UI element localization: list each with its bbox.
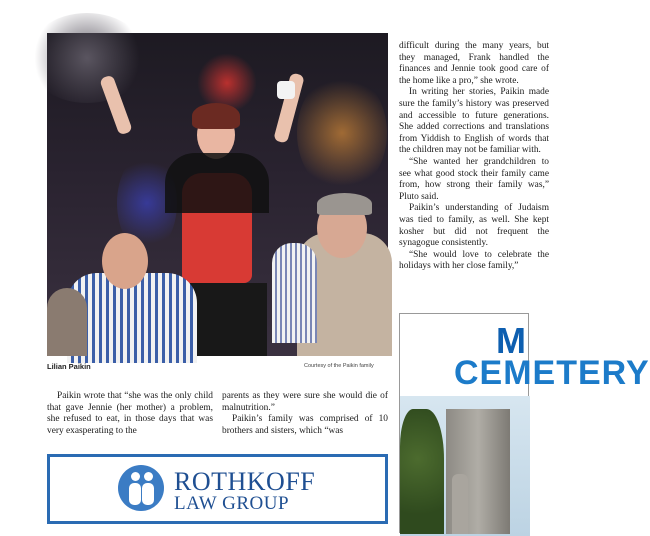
cemetery-ad[interactable]	[399, 313, 650, 533]
paragraph: Paikin wrote that “she was the only child that gave Jennie (her mother) a problem, she refused to eat, in those days that was very exasperating to the	[47, 391, 213, 436]
photo-caption-name: Lilian Paikin	[47, 362, 91, 371]
paragraph: Paikin’s understanding of Judaism was tied to family, as well. She kept kosher but did not frequent the synagogue consistently.	[399, 203, 549, 249]
paragraph: “She would love to celebrate the holidays with her close family,”	[399, 249, 549, 272]
paragraph: Paikin’s family was comprised of 10 brothers and sisters, which “was	[222, 414, 388, 436]
ad-photo-tree	[400, 409, 444, 534]
paragraph: “She wanted her grandchildren to see what good stock their family came from, how strong their family was,” Pluto said.	[399, 156, 549, 202]
ad-photo-statue	[452, 474, 468, 534]
article-column-right	[399, 41, 549, 273]
ad-heading-word: CEMETERY	[454, 354, 650, 392]
ad-heading-letter: M	[496, 320, 526, 361]
photo-credit: Courtesy of the Paikin family	[304, 363, 374, 369]
paragraph: In writing her stories, Paikin made sure the family’s history was preserved and accessible to future generations. She added corrections and translations from Yiddish to English of words that the children may not be familiar with.	[399, 87, 549, 156]
article-photo	[47, 33, 388, 356]
article-column-middle	[222, 391, 388, 437]
rothkoff-law-ad[interactable]	[47, 454, 388, 524]
article-column-left	[47, 391, 213, 437]
paragraph: difficult during the many years, but they managed, Frank handled the finances and Jennie took good care of the home like a pro,” she wrote.	[399, 41, 549, 86]
rothkoff-logo-icon	[118, 465, 164, 511]
ad-firm-name: ROTHKOFF	[174, 467, 316, 496]
ad-firm-subtitle: LAW GROUP	[174, 493, 290, 514]
paragraph: parents as they were sure she would die of malnutrition.”	[222, 391, 388, 413]
